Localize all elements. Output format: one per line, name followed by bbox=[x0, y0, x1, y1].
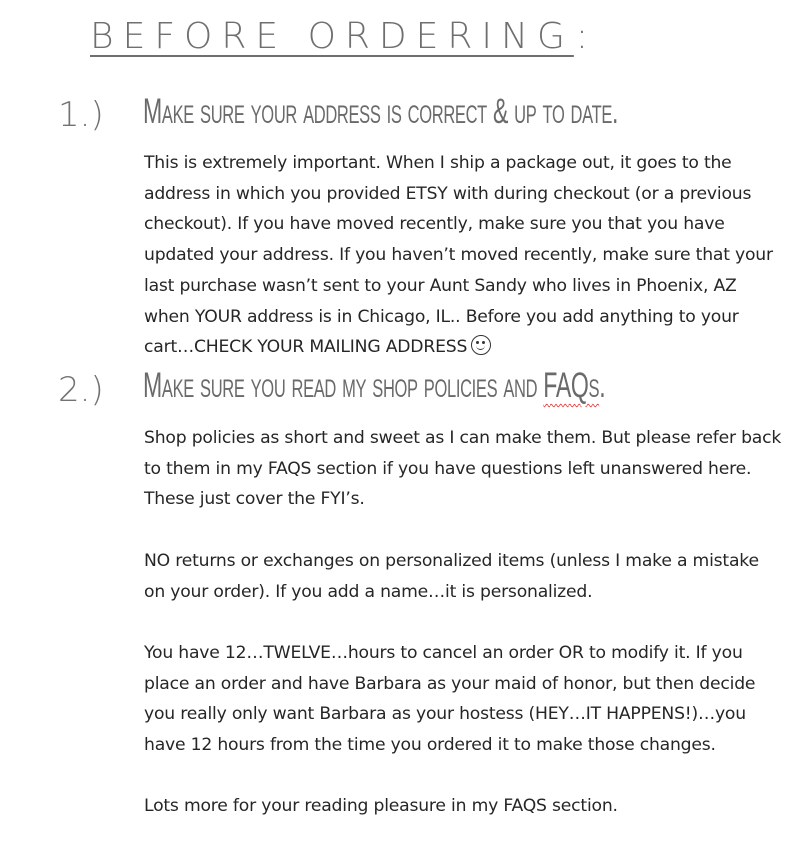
section-heading-2 bbox=[143, 366, 605, 406]
paragraph: You have 12…TWELVE…hours to cancel an order OR to modify it. If you place an order and have Barbara as your maid of honor, but then decide you really only want Barbara as your hostess (HEY…IT HAPPENS!)…you have 12 hours from the time you ordered it to make those changes. bbox=[144, 642, 756, 755]
section-body-2 bbox=[144, 423, 784, 822]
section-heading-1: Make sure your address is correct & up to date. bbox=[143, 92, 619, 131]
paragraph-text: This is extremely important. When I ship a package out, it goes to the address in which you provided ETSY with during checkout (or a previous checkout). If you have moved recently, make sure you that you have updated your address. If you haven’t moved recently, make sure that your last purchase wasn’t sent to your Aunt Sandy who lives in Phoenix, AZ when YOUR address is in Chicago, IL.. Before you add anything to your cart…CHECK YOUR MAILING ADDRESS bbox=[144, 153, 773, 358]
section-heading-2-text: Make sure you read my shop policies and bbox=[143, 366, 544, 405]
page-title bbox=[90, 16, 597, 57]
section-number-1: 1.) bbox=[58, 95, 104, 135]
spellcheck-flagged-word: FAQs bbox=[543, 366, 600, 405]
section-number-2: 2.) bbox=[58, 370, 104, 410]
paragraph: NO returns or exchanges on personalized items (unless I make a mistake on your order). If you add a name…it is personalized. bbox=[144, 550, 759, 602]
section-heading-2-end: . bbox=[599, 366, 606, 405]
paragraph: Lots more for your reading pleasure in my FAQS section. bbox=[144, 796, 618, 817]
paragraph bbox=[144, 148, 784, 363]
page-title-colon: : bbox=[575, 16, 597, 57]
section-body-1 bbox=[144, 148, 784, 363]
smiley-face-icon bbox=[471, 335, 491, 355]
paragraph: Shop policies as short and sweet as I can make them. But please refer back to them in my FAQS section if you have questions left unanswered here. These just cover the FYI’s. bbox=[144, 428, 782, 510]
page-title-text: BEFORE ORDERING bbox=[90, 16, 574, 57]
